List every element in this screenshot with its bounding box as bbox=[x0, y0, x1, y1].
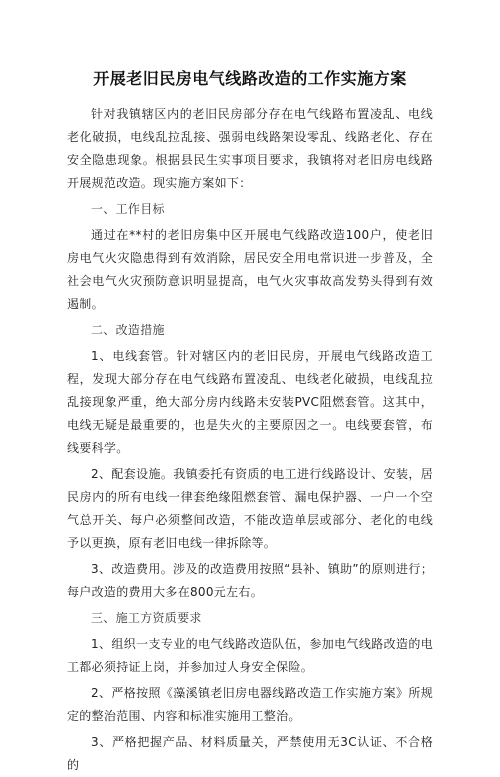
paragraph-qualification-3: 3、严格把握产品、材料质量关，严禁使用无3C认证、不合格的 bbox=[67, 735, 433, 772]
section-heading-qualifications: 三、施工方资质要求 bbox=[91, 611, 202, 625]
section-heading-measures: 二、改造措施 bbox=[91, 323, 165, 337]
paragraph-measure-3: 3、改造费用。涉及的改造费用按照“县补、镇助”的原则进行；每户改造的费用大多在800元左右。 bbox=[67, 562, 433, 599]
paragraph-measure-1: 1、电线套管。针对辖区内的老旧民房，开展电气线路改造工程，发现大部分存在电气线路布置凌乱、电线老化破损，电线乱拉乱接现象严重，绝大部分房内线路未安装PVC阻燃套管。这其中，电线无疑是最重要的，也是失火的主要原因之一。电线要套管，布线要科学。 bbox=[67, 349, 433, 455]
section-heading-goals: 一、工作目标 bbox=[91, 202, 165, 216]
paragraph-intro: 针对我镇辖区内的老旧民房部分存在电气线路布置凌乱、电线老化破损，电线乱拉乱接、强弱电线路架设零乱、线路老化、存在安全隐患现象。根据县民生实事项目要求，我镇将对老旧房电线路开展规范改造。现实施方案如下： bbox=[67, 107, 433, 190]
paragraph-goals: 通过在**村的老旧房集中区开展电气线路改造100户，使老旧房电气火灾隐患得到有效消除，居民安全用电常识进一步普及，全社会电气火灾预防意识明显提高，电气火灾事故高发势头得到有效遏制。 bbox=[67, 228, 433, 311]
paragraph-qualification-2: 2、严格按照《藻溪镇老旧房电器线路改造工作实施方案》所规定的整治范围、内容和标准实施用工整治。 bbox=[67, 686, 433, 723]
document-body bbox=[67, 103, 433, 777]
paragraph-qualification-1: 1、组织一支专业的电气线路改造队伍，参加电气线路改造的电工都必须持证上岗，并参加过人身安全保险。 bbox=[67, 637, 433, 674]
paragraph-measure-2: 2、配套设施。我镇委托有资质的电工进行线路设计、安装，居民房内的所有电线一律套绝缘阻燃套管、漏电保护器、一户一个空气总开关、每户必须整间改造，不能改造单层或部分、老化的电线予以更换，原有老旧电线一律拆除等。 bbox=[67, 467, 433, 550]
document-title: 开展老旧民房电气线路改造的工作实施方案 bbox=[93, 69, 407, 88]
